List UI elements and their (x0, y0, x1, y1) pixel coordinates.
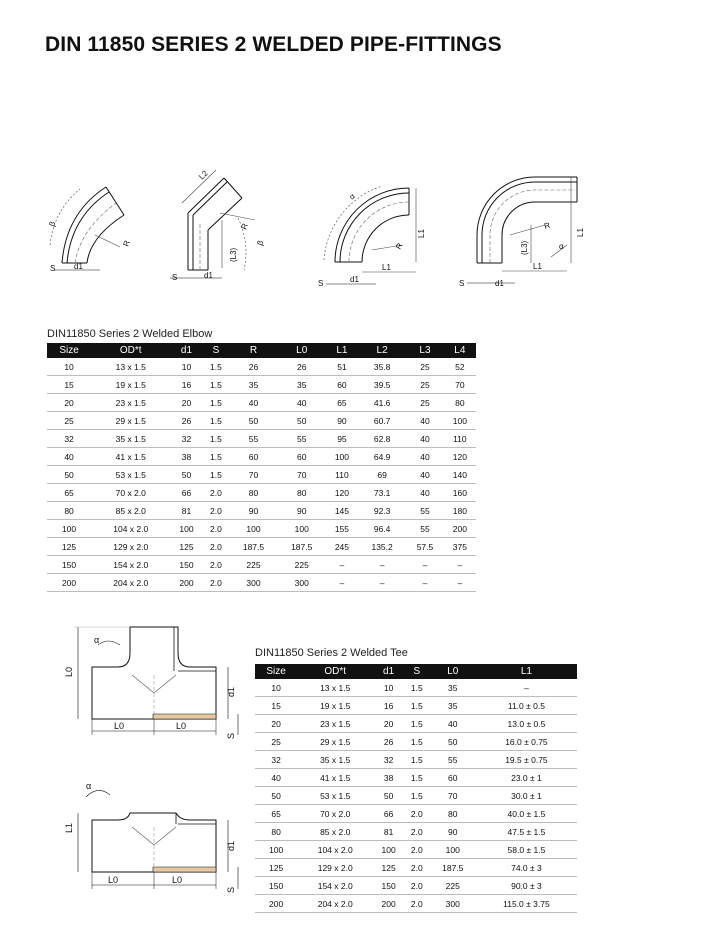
table-cell: 2.0 (404, 841, 430, 859)
table-cell: 154 x 2.0 (91, 556, 170, 574)
table-row (47, 520, 476, 538)
table-cell: 66 (170, 484, 202, 502)
table-row (255, 787, 577, 805)
table-cell: 100 (278, 520, 326, 538)
table-cell: 100 (444, 412, 476, 430)
table-cell: 66 (373, 805, 404, 823)
table-cell: 25 (47, 412, 91, 430)
label-d1: d1 (350, 275, 359, 284)
table-cell: 15 (47, 376, 91, 394)
label-l3: (L3) (520, 240, 529, 255)
table-row (47, 502, 476, 520)
table-row (47, 430, 476, 448)
table-cell: 13.0 ± 0.5 (476, 715, 577, 733)
table-cell: 10 (373, 679, 404, 697)
table-cell: 104 x 2.0 (91, 520, 170, 538)
table-cell: 200 (373, 895, 404, 913)
table-cell: 30.0 ± 1 (476, 787, 577, 805)
table-cell: 57.5 (406, 538, 444, 556)
table-cell: 150 (255, 877, 297, 895)
column-header: L1 (476, 664, 577, 679)
table-cell: 51 (326, 358, 358, 376)
table-cell: 40 (406, 430, 444, 448)
table-cell: 38 (373, 769, 404, 787)
table-cell: 19.5 ± 0.75 (476, 751, 577, 769)
table-cell: 35.8 (358, 358, 406, 376)
table-row (255, 805, 577, 823)
column-header: d1 (170, 343, 202, 358)
table-cell: – (476, 679, 577, 697)
table-cell: 187.5 (229, 538, 277, 556)
table-cell: 32 (170, 430, 202, 448)
table-cell: 96.4 (358, 520, 406, 538)
table-cell: 225 (430, 877, 476, 895)
table-cell: 1.5 (404, 733, 430, 751)
column-header: L2 (358, 343, 406, 358)
table-cell: 25 (406, 394, 444, 412)
table-cell: 41 x 1.5 (297, 769, 373, 787)
label-d1: d1 (204, 271, 213, 280)
table-cell: 80 (278, 484, 326, 502)
table-cell: 115.0 ± 3.75 (476, 895, 577, 913)
column-header: Size (47, 343, 91, 358)
table-row (47, 556, 476, 574)
table-cell: 35 (278, 376, 326, 394)
table-cell: 150 (170, 556, 202, 574)
table-cell: – (326, 574, 358, 592)
table-row (47, 484, 476, 502)
column-header: S (404, 664, 430, 679)
table-cell: 1.5 (203, 376, 230, 394)
table-cell: 23 x 1.5 (297, 715, 373, 733)
elbow-45-long-diagram (160, 158, 285, 288)
table-cell: 1.5 (203, 358, 230, 376)
table-cell: 65 (255, 805, 297, 823)
column-header: R (229, 343, 277, 358)
column-header: L0 (278, 343, 326, 358)
label-d1: d1 (74, 262, 83, 271)
table-cell: 200 (170, 574, 202, 592)
table-cell: 20 (170, 394, 202, 412)
table-cell: 81 (373, 823, 404, 841)
table-cell: 1.5 (203, 412, 230, 430)
table-cell: 2.0 (203, 574, 230, 592)
table-row (255, 697, 577, 715)
label-l1-horizontal: L1 (533, 262, 542, 271)
table-cell: 26 (278, 358, 326, 376)
table-cell: 58.0 ± 1.5 (476, 841, 577, 859)
table-cell: 70 (444, 376, 476, 394)
table-cell: 81 (170, 502, 202, 520)
table-cell: 300 (229, 574, 277, 592)
label-s: S (50, 264, 56, 273)
label-alpha: α (94, 635, 100, 645)
table-cell: 140 (444, 466, 476, 484)
column-header: OD*t (297, 664, 373, 679)
table-cell: 60 (229, 448, 277, 466)
table-row (47, 466, 476, 484)
table-cell: 125 (170, 538, 202, 556)
page-title: DIN 11850 SERIES 2 WELDED PIPE-FITTINGS (45, 33, 502, 56)
table-cell: 145 (326, 502, 358, 520)
table-cell: 80 (47, 502, 91, 520)
table-cell: 2.0 (203, 520, 230, 538)
table-row (255, 751, 577, 769)
table-row (255, 841, 577, 859)
table-cell: 60 (326, 376, 358, 394)
table-cell: 40 (406, 466, 444, 484)
table-cell: 25 (406, 358, 444, 376)
table-cell: 100 (229, 520, 277, 538)
table-header-row (255, 664, 577, 679)
label-beta: β (255, 239, 266, 247)
elbow-45-diagram (40, 175, 150, 280)
table-cell: 73.1 (358, 484, 406, 502)
table-cell: – (406, 574, 444, 592)
table-cell: 10 (47, 358, 91, 376)
column-header: Size (255, 664, 297, 679)
table-cell: 2.0 (404, 805, 430, 823)
label-l0-left: L0 (108, 875, 119, 885)
table-cell: 70 (430, 787, 476, 805)
table-cell: 13 x 1.5 (91, 358, 170, 376)
table-cell: 95 (326, 430, 358, 448)
table-row (47, 376, 476, 394)
tee-table-caption: DIN11850 Series 2 Welded Tee (255, 647, 408, 659)
table-cell: 65 (326, 394, 358, 412)
table-row (47, 358, 476, 376)
table-cell: 29 x 1.5 (91, 412, 170, 430)
table-cell: 245 (326, 538, 358, 556)
label-r: R (239, 222, 250, 231)
table-row (47, 448, 476, 466)
table-cell: 300 (278, 574, 326, 592)
table-cell: 187.5 (430, 859, 476, 877)
label-s: S (226, 886, 236, 893)
table-cell: 15 (255, 697, 297, 715)
table-cell: 300 (430, 895, 476, 913)
table-cell: 55 (406, 502, 444, 520)
table-cell: 129 x 2.0 (297, 859, 373, 877)
table-cell: 41 x 1.5 (91, 448, 170, 466)
table-cell: 204 x 2.0 (297, 895, 373, 913)
table-cell: 23 x 1.5 (91, 394, 170, 412)
table-cell: 55 (229, 430, 277, 448)
table-cell: 1.5 (404, 697, 430, 715)
table-cell: 19 x 1.5 (297, 697, 373, 715)
table-cell: 104 x 2.0 (297, 841, 373, 859)
table-cell: 50 (430, 733, 476, 751)
table-cell: 200 (255, 895, 297, 913)
label-alpha: α (347, 191, 357, 202)
table-cell: 40 (47, 448, 91, 466)
table-cell: 52 (444, 358, 476, 376)
table-row (47, 412, 476, 430)
column-header: S (203, 343, 230, 358)
table-cell: 40.0 ± 1.5 (476, 805, 577, 823)
table-cell: 100 (255, 841, 297, 859)
label-l1: L1 (64, 822, 74, 833)
table-cell: 16 (373, 697, 404, 715)
column-header: L4 (444, 343, 476, 358)
table-cell: 23.0 ± 1 (476, 769, 577, 787)
table-cell: 50 (278, 412, 326, 430)
table-cell: 32 (373, 751, 404, 769)
table-cell: 70 x 2.0 (297, 805, 373, 823)
table-cell: 20 (255, 715, 297, 733)
label-alpha: α (86, 781, 92, 791)
label-l3: (L3) (229, 247, 238, 262)
table-cell: 32 (47, 430, 91, 448)
label-s: S (459, 279, 465, 288)
table-cell: 10 (255, 679, 297, 697)
table-cell: 1.5 (203, 430, 230, 448)
label-l1-horizontal: L1 (382, 263, 391, 272)
table-cell: – (444, 556, 476, 574)
table-cell: 2.0 (404, 823, 430, 841)
tee-table (255, 664, 577, 913)
table-cell: 90 (278, 502, 326, 520)
table-cell: 39.5 (358, 376, 406, 394)
label-d1: d1 (495, 279, 504, 288)
elbow-table (47, 343, 476, 592)
table-cell: 70 x 2.0 (91, 484, 170, 502)
table-header-row (47, 343, 476, 358)
table-cell: 55 (406, 520, 444, 538)
table-cell: 38 (170, 448, 202, 466)
column-header: OD*t (91, 343, 170, 358)
table-row (255, 679, 577, 697)
label-s: S (172, 273, 178, 282)
table-cell: 180 (444, 502, 476, 520)
table-cell: 90 (430, 823, 476, 841)
table-cell: 16.0 ± 0.75 (476, 733, 577, 751)
table-cell: 26 (373, 733, 404, 751)
table-cell: 40 (430, 715, 476, 733)
table-cell: 11.0 ± 0.5 (476, 697, 577, 715)
table-cell: 41.6 (358, 394, 406, 412)
table-cell: 35 x 1.5 (297, 751, 373, 769)
table-cell: 2.0 (203, 484, 230, 502)
table-cell: 90 (326, 412, 358, 430)
table-cell: 47.5 ± 1.5 (476, 823, 577, 841)
table-cell: 2.0 (203, 538, 230, 556)
label-r: R (121, 239, 132, 248)
label-beta: β (47, 220, 58, 228)
table-cell: 62.8 (358, 430, 406, 448)
tee-diagram-equal (58, 615, 248, 750)
column-header: d1 (373, 664, 404, 679)
table-cell: 20 (47, 394, 91, 412)
table-cell: 25 (406, 376, 444, 394)
label-r: R (393, 241, 405, 251)
table-cell: 40 (406, 412, 444, 430)
table-cell: 110 (444, 430, 476, 448)
table-row (255, 823, 577, 841)
table-cell: 50 (229, 412, 277, 430)
table-cell: 1.5 (404, 715, 430, 733)
table-cell: 100 (373, 841, 404, 859)
table-cell: 225 (229, 556, 277, 574)
table-cell: 2.0 (404, 877, 430, 895)
table-cell: 154 x 2.0 (297, 877, 373, 895)
table-cell: 35 (430, 679, 476, 697)
table-cell: – (406, 556, 444, 574)
label-alpha: α (559, 242, 564, 251)
table-cell: 1.5 (203, 394, 230, 412)
table-cell: 40 (229, 394, 277, 412)
table-cell: 70 (229, 466, 277, 484)
table-cell: 85 x 2.0 (91, 502, 170, 520)
label-l0-vertical: L0 (64, 666, 74, 677)
table-cell: 20 (373, 715, 404, 733)
table-cell: 65 (47, 484, 91, 502)
table-cell: 375 (444, 538, 476, 556)
table-cell: 200 (47, 574, 91, 592)
table-cell: 40 (278, 394, 326, 412)
table-cell: 74.0 ± 3 (476, 859, 577, 877)
table-row (47, 394, 476, 412)
table-cell: 129 x 2.0 (91, 538, 170, 556)
table-cell: 35 (430, 697, 476, 715)
table-cell: 70 (278, 466, 326, 484)
table-row (255, 715, 577, 733)
table-cell: 2.0 (203, 502, 230, 520)
table-cell: 90 (229, 502, 277, 520)
table-cell: 125 (373, 859, 404, 877)
table-cell: 60.7 (358, 412, 406, 430)
table-cell: – (444, 574, 476, 592)
table-cell: 85 x 2.0 (297, 823, 373, 841)
table-cell: 35 (229, 376, 277, 394)
table-cell: 40 (406, 484, 444, 502)
table-cell: 100 (430, 841, 476, 859)
table-cell: 150 (47, 556, 91, 574)
table-cell: 100 (326, 448, 358, 466)
table-cell: 204 x 2.0 (91, 574, 170, 592)
elbow-90-long-diagram (455, 165, 590, 290)
table-cell: 200 (444, 520, 476, 538)
table-cell: 80 (430, 805, 476, 823)
table-cell: 110 (326, 466, 358, 484)
table-cell: 1.5 (404, 787, 430, 805)
table-row (255, 733, 577, 751)
table-cell: 50 (47, 466, 91, 484)
table-cell: 80 (255, 823, 297, 841)
table-cell: 1.5 (404, 679, 430, 697)
table-cell: 55 (430, 751, 476, 769)
column-header: L3 (406, 343, 444, 358)
table-row (47, 574, 476, 592)
table-cell: 100 (170, 520, 202, 538)
table-cell: – (358, 574, 406, 592)
label-d1: d1 (226, 686, 236, 697)
tee-diagram-short (58, 775, 248, 900)
table-cell: 1.5 (404, 751, 430, 769)
table-cell: 2.0 (404, 895, 430, 913)
table-cell: 60 (430, 769, 476, 787)
table-cell: 35 x 1.5 (91, 430, 170, 448)
table-cell: 25 (255, 733, 297, 751)
table-cell: – (358, 556, 406, 574)
table-cell: 1.5 (404, 769, 430, 787)
table-cell: 55 (278, 430, 326, 448)
table-cell: 10 (170, 358, 202, 376)
table-cell: 135.2 (358, 538, 406, 556)
table-cell: 1.5 (203, 466, 230, 484)
table-row (255, 895, 577, 913)
table-row (47, 538, 476, 556)
label-l0-right: L0 (172, 875, 183, 885)
elbow-90-diagram (312, 180, 442, 290)
table-cell: 125 (47, 538, 91, 556)
label-l1-vertical: L1 (576, 228, 585, 237)
table-cell: 60 (278, 448, 326, 466)
table-cell: – (326, 556, 358, 574)
table-cell: 187.5 (278, 538, 326, 556)
table-cell: 150 (373, 877, 404, 895)
table-cell: 40 (255, 769, 297, 787)
label-l0-left: L0 (114, 721, 125, 731)
table-cell: 225 (278, 556, 326, 574)
table-cell: 155 (326, 520, 358, 538)
table-cell: 80 (444, 394, 476, 412)
table-cell: 50 (170, 466, 202, 484)
table-cell: 64.9 (358, 448, 406, 466)
table-cell: 53 x 1.5 (91, 466, 170, 484)
table-cell: 32 (255, 751, 297, 769)
table-cell: 40 (406, 448, 444, 466)
label-l2: L2 (197, 168, 210, 182)
table-cell: 1.5 (203, 448, 230, 466)
table-cell: 2.0 (203, 556, 230, 574)
table-cell: 120 (444, 448, 476, 466)
column-header: L0 (430, 664, 476, 679)
table-cell: 90.0 ± 3 (476, 877, 577, 895)
elbow-table-caption: DIN11850 Series 2 Welded Elbow (47, 328, 213, 340)
table-cell: 26 (229, 358, 277, 376)
label-s: S (318, 279, 324, 288)
table-row (255, 769, 577, 787)
table-cell: 120 (326, 484, 358, 502)
table-row (255, 877, 577, 895)
table-cell: 16 (170, 376, 202, 394)
table-cell: 100 (47, 520, 91, 538)
table-cell: 26 (170, 412, 202, 430)
table-cell: 53 x 1.5 (297, 787, 373, 805)
table-cell: 13 x 1.5 (297, 679, 373, 697)
table-cell: 19 x 1.5 (91, 376, 170, 394)
table-cell: 50 (373, 787, 404, 805)
table-cell: 2.0 (404, 859, 430, 877)
table-cell: 80 (229, 484, 277, 502)
table-row (255, 859, 577, 877)
table-cell: 29 x 1.5 (297, 733, 373, 751)
label-s: S (226, 732, 236, 739)
label-d1: d1 (226, 840, 236, 851)
label-r: R (543, 220, 552, 231)
column-header: L1 (326, 343, 358, 358)
table-cell: 92.3 (358, 502, 406, 520)
label-l1-vertical: L1 (417, 229, 426, 238)
label-l0-right: L0 (176, 721, 187, 731)
table-cell: 160 (444, 484, 476, 502)
table-cell: 69 (358, 466, 406, 484)
table-cell: 50 (255, 787, 297, 805)
table-cell: 125 (255, 859, 297, 877)
